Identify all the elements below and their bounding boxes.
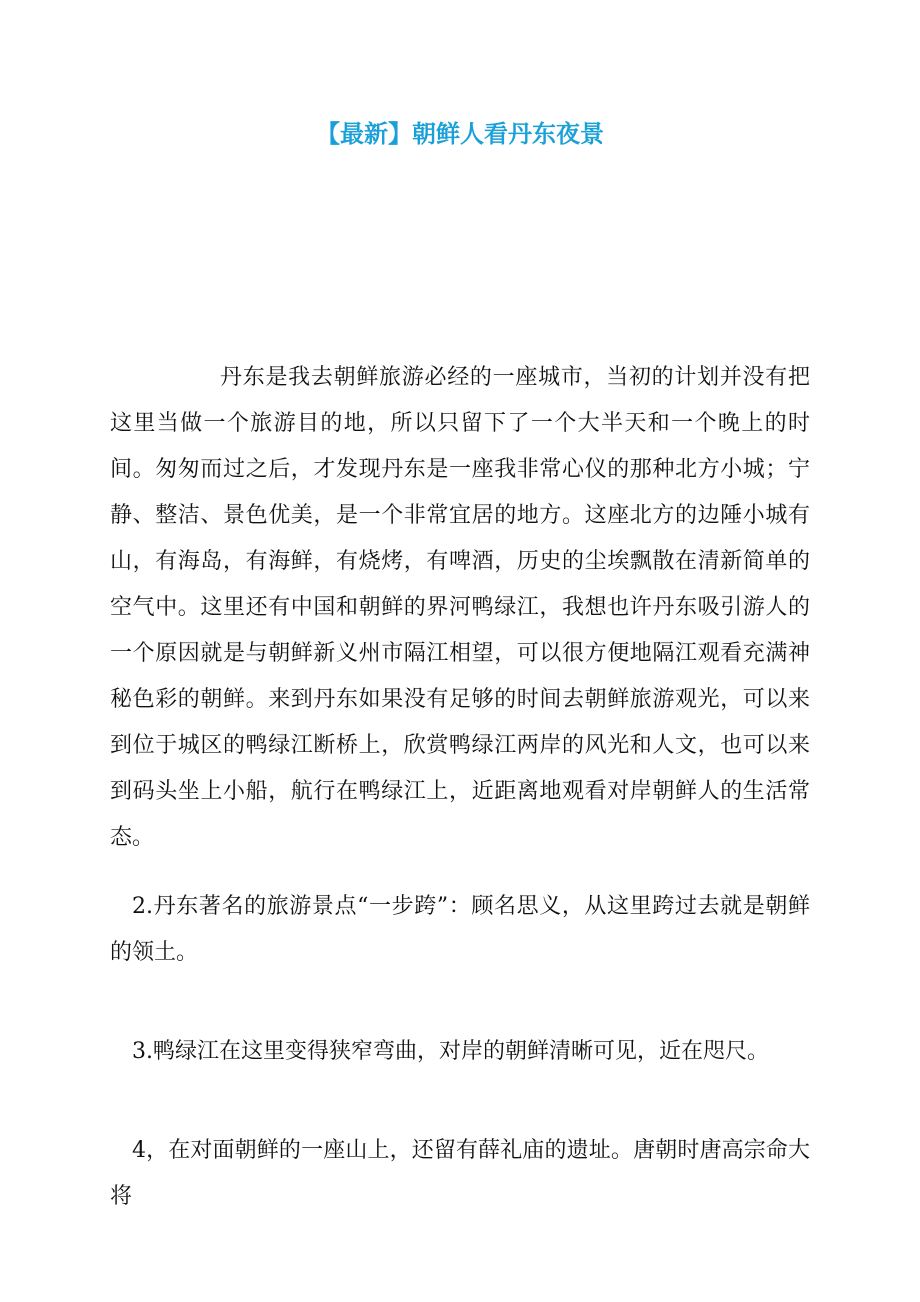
paragraph-2: 2.丹东著名的旅游景点“一步跨”：顾名思义，从这里跨过去就是朝鲜的领土。 [110,894,810,965]
paragraph-4: 4，在对面朝鲜的一座山上，还留有薛礼庙的遗址。唐朝时唐高宗命大将 [110,1138,810,1209]
paragraph-3: 3.鸭绿江在这里变得狭窄弯曲，对岸的朝鲜清晰可见，近在咫尺。 [132,1039,769,1064]
paragraph-intro: 丹东是我去朝鲜旅游必经的一座城市，当初的计划并没有把这里当做一个旅游目的地，所以只留下了一个大半天和一个晚上的时间。匆匆而过之后，才发现丹东是一座我非常心仪的那种北方小城；宁静、整洁、景色优美，是一个非常宜居的地方。这座北方的边陲小城有山，有海岛，有海鲜，有烧烤，有啤酒，历史的尘埃飘散在清新简单的空气中。这里还有中国和朝鲜的界河鸭绿江，我想也许丹东吸引游人的一个原因就是与朝鲜新义州市隔江相望，可以很方便地隔江观看充满神秘色彩的朝鲜。来到丹东如果没有足够的时间去朝鲜旅游观光，可以来到位于城区的鸭绿江断桥上，欣赏鸭绿江两岸的风光和人文，也可以来到码头坐上小船，航行在鸭绿江上，近距离地观看对岸朝鲜人的生活常态。 [110,365,810,850]
page-title: 【最新】朝鲜人看丹东夜景 [316,120,604,148]
